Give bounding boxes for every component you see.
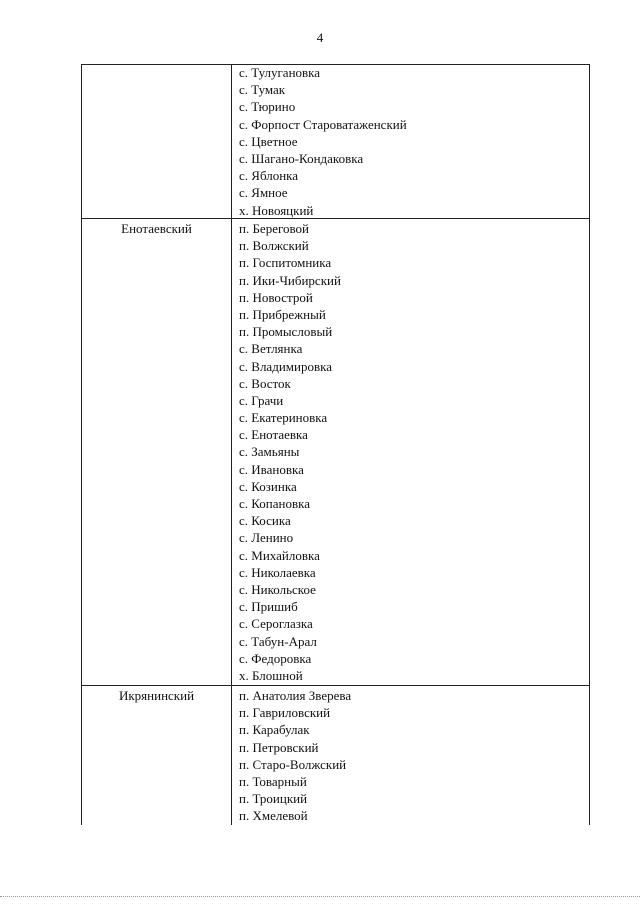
settlement-item: п. Новострой bbox=[239, 289, 313, 305]
settlements-table bbox=[81, 64, 590, 825]
settlement-item: с. Ямное bbox=[239, 185, 288, 201]
settlement-item: с. Ивановка bbox=[239, 461, 304, 477]
settlement-item: п. Госпитомника bbox=[239, 255, 332, 271]
row-divider bbox=[82, 685, 589, 686]
settlement-item: с. Шагано-Кондаковка bbox=[239, 150, 364, 166]
settlement-item: с. Сероглазка bbox=[239, 616, 313, 632]
settlement-item: с. Тюрино bbox=[239, 99, 296, 115]
settlement-item: с. Грачи bbox=[239, 392, 284, 408]
settlement-item: п. Хмелевой bbox=[239, 808, 308, 824]
settlement-item: с. Владимировка bbox=[239, 358, 332, 374]
settlement-item: с. Никольское bbox=[239, 581, 316, 597]
settlement-item: с. Екатериновка bbox=[239, 410, 328, 426]
column-divider bbox=[231, 65, 232, 825]
row-divider bbox=[82, 218, 589, 219]
settlement-item: п. Карабулак bbox=[239, 722, 310, 738]
settlement-item: с. Копановка bbox=[239, 496, 311, 511]
settlement-item: с. Яблонка bbox=[239, 168, 299, 184]
settlement-item: с. Цветное bbox=[239, 133, 298, 149]
settlement-list-continuation bbox=[239, 64, 407, 219]
settlement-item: п. Петровский bbox=[239, 739, 319, 755]
settlement-item: с. Пришиб bbox=[239, 599, 298, 615]
settlement-item: с. Ветлянка bbox=[239, 341, 303, 357]
district-name-ikryaninsky: Икрянинский bbox=[118, 688, 195, 703]
settlement-item: с. Федоровка bbox=[239, 650, 312, 666]
settlement-item: с. Тумак bbox=[239, 82, 286, 98]
settlement-item: п. Гавриловский bbox=[239, 705, 331, 721]
settlement-list-ikryaninsky bbox=[239, 687, 351, 825]
settlement-item: п. Прибрежный bbox=[239, 306, 326, 322]
settlement-item: с. Косика bbox=[239, 513, 291, 529]
settlement-item: с. Тулугановка bbox=[239, 65, 321, 80]
settlement-item: х. Блошной bbox=[239, 667, 303, 683]
settlement-item: п. Анатолия Зверева bbox=[239, 688, 352, 703]
settlement-item: с. Форпост Староватаженский bbox=[239, 116, 407, 132]
settlement-item: п. Старо-Волжский bbox=[239, 756, 347, 772]
settlement-list-enotaevsky bbox=[239, 220, 341, 684]
page-bottom-edge bbox=[0, 896, 640, 897]
settlement-item: с. Ленино bbox=[239, 530, 294, 546]
settlement-item: п. Береговой bbox=[239, 221, 309, 236]
settlement-item: х. Новояцкий bbox=[239, 202, 314, 218]
settlement-item: с. Восток bbox=[239, 375, 291, 391]
settlement-item: п. Промысловый bbox=[239, 324, 333, 340]
settlement-item: с. Табун-Арал bbox=[239, 633, 317, 649]
settlement-item: с. Михайловка bbox=[239, 547, 320, 563]
district-name-enotaevsky: Енотаевский bbox=[121, 221, 192, 236]
settlement-item: с. Козинка bbox=[239, 478, 297, 494]
settlement-item: с. Енотаевка bbox=[239, 427, 308, 443]
page-number: 4 bbox=[316, 30, 324, 45]
settlement-item: п. Ики-Чибирский bbox=[239, 272, 341, 288]
settlement-item: п. Троицкий bbox=[239, 791, 308, 807]
settlement-item: п. Волжский bbox=[239, 238, 309, 254]
settlement-item: с. Замьяны bbox=[239, 444, 300, 460]
settlement-item: с. Николаевка bbox=[239, 564, 316, 580]
settlement-item: п. Товарный bbox=[239, 773, 307, 789]
